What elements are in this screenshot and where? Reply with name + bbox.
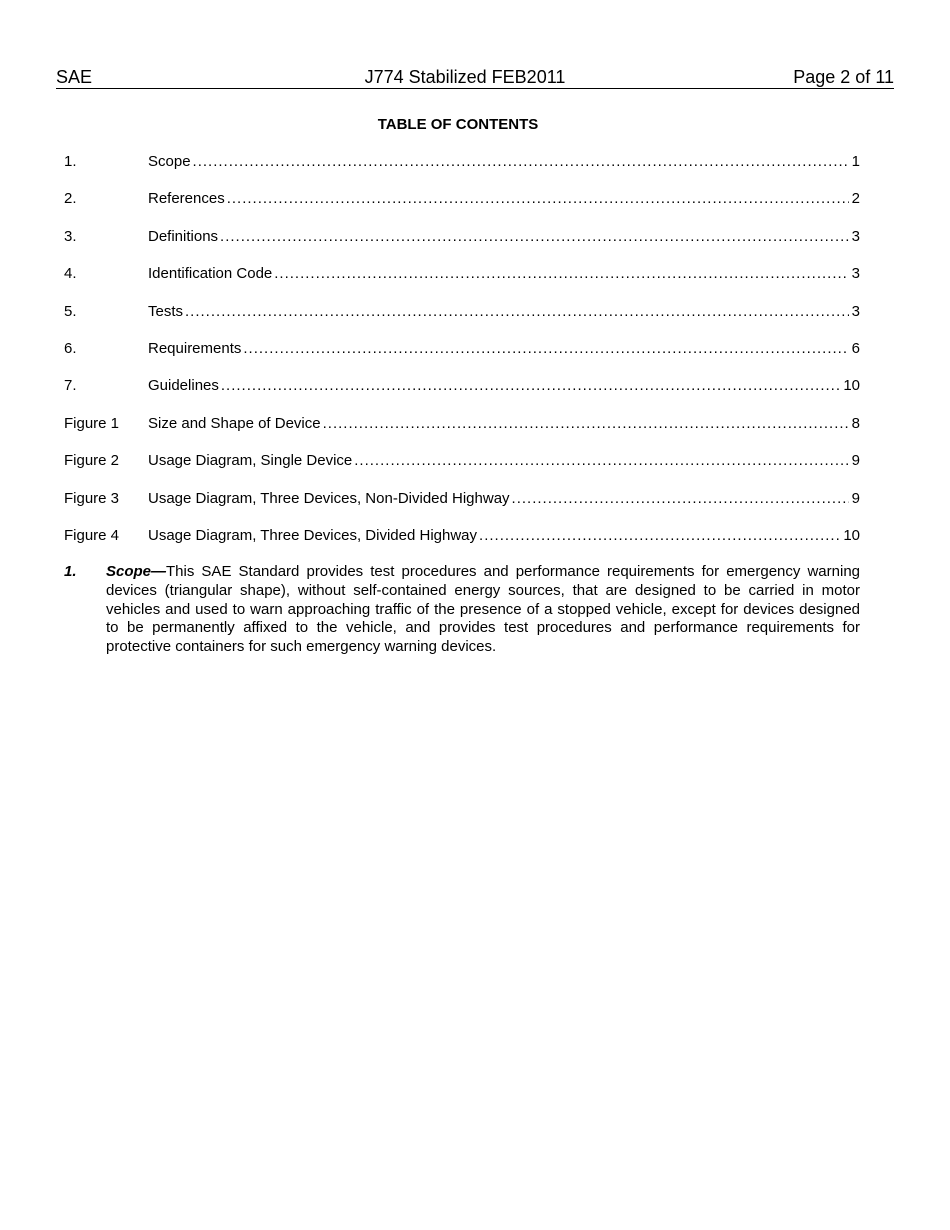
toc-entry-number: Figure 4: [64, 526, 120, 544]
toc-entry-page: 10: [843, 526, 860, 544]
toc-dot-leader: [185, 303, 849, 321]
toc-entry-number: Figure 2: [64, 452, 120, 470]
toc-dot-leader: [243, 340, 848, 358]
toc-entry-number: 4.: [64, 265, 77, 283]
toc-entry-page: 3: [851, 265, 860, 283]
toc-dot-leader: [227, 190, 849, 208]
toc-entry: [64, 452, 860, 489]
toc-entry: [64, 228, 860, 265]
toc-entry: [64, 490, 860, 527]
toc-entry-page: 6: [851, 339, 860, 357]
toc-entry: [64, 190, 860, 227]
toc-entry-title: Size and Shape of Device: [148, 414, 321, 432]
toc-entry-number: Figure 3: [64, 489, 120, 507]
scope-body-text: This SAE Standard provides test procedures and performance requirements for emergency warning devices (triangular shape), without self-contained energy sources, that are designed to be carried in motor vehicles and used to warn approaching traffic of the presence of a stopped vehicle, except for devices designed to be permanently affixed to the vehicle, and provides test procedures and performance requirements for protective containers for such emergency warning devices.: [106, 563, 860, 656]
toc-entry: [64, 153, 860, 190]
toc-dot-leader: [274, 265, 848, 283]
toc-entry: [64, 415, 860, 452]
toc-entry-page: 1: [851, 153, 860, 170]
toc-entry: [64, 527, 860, 564]
toc-entry-title: Tests: [148, 302, 184, 320]
toc-entry: [64, 303, 860, 340]
toc-entry: [64, 340, 860, 377]
scope-section-number: 1.: [64, 563, 77, 580]
toc-entry-page: 9: [851, 489, 860, 507]
toc-dot-leader: [479, 527, 840, 545]
scope-section: [64, 563, 860, 657]
toc-title: TABLE OF CONTENTS: [377, 116, 539, 133]
toc-dot-leader: [354, 452, 848, 470]
toc-entry-number: Figure 1: [64, 414, 120, 432]
table-of-contents: [64, 153, 860, 564]
toc-entry-title: Identification Code: [148, 265, 273, 283]
toc-entry-title: Definitions: [148, 227, 219, 245]
header-document-id: J774 Stabilized FEB2011: [364, 67, 566, 87]
header-organization: SAE: [56, 67, 93, 87]
toc-entry: [64, 377, 860, 414]
toc-entry-title: Guidelines: [148, 377, 219, 395]
toc-entry-number: 6.: [64, 339, 77, 357]
toc-dot-leader: [323, 415, 849, 433]
toc-entry-page: 3: [851, 227, 860, 245]
toc-dot-leader: [193, 153, 849, 171]
toc-entry-page: 8: [851, 414, 860, 432]
toc-entry-number: 3.: [64, 227, 77, 245]
header-page-number: Page 2 of 11: [793, 67, 894, 87]
toc-entry-number: 5.: [64, 302, 77, 320]
toc-entry-page: 10: [843, 377, 860, 395]
toc-entry-page: 3: [851, 302, 860, 320]
toc-entry-number: 2.: [64, 190, 77, 208]
toc-dot-leader: [221, 377, 840, 395]
toc-dot-leader: [512, 490, 849, 508]
toc-entry-title: Usage Diagram, Three Devices, Divided Highway: [148, 526, 478, 544]
toc-entry-title: Scope: [148, 153, 191, 170]
toc-entry-title: Usage Diagram, Single Device: [148, 452, 353, 470]
toc-entry: [64, 265, 860, 302]
page-header: [56, 66, 894, 89]
toc-entry-page: 2: [851, 190, 860, 208]
toc-entry-number: 7.: [64, 377, 77, 395]
toc-dot-leader: [220, 228, 849, 246]
toc-entry-title: Requirements: [148, 339, 242, 357]
scope-paragraph: [106, 563, 860, 657]
scope-heading: Scope—: [106, 563, 167, 580]
toc-entry-title: References: [148, 190, 225, 208]
toc-entry-title: Usage Diagram, Three Devices, Non-Divided Highway: [148, 489, 510, 507]
toc-entry-page: 9: [851, 452, 860, 470]
toc-entry-number: 1.: [64, 153, 77, 170]
